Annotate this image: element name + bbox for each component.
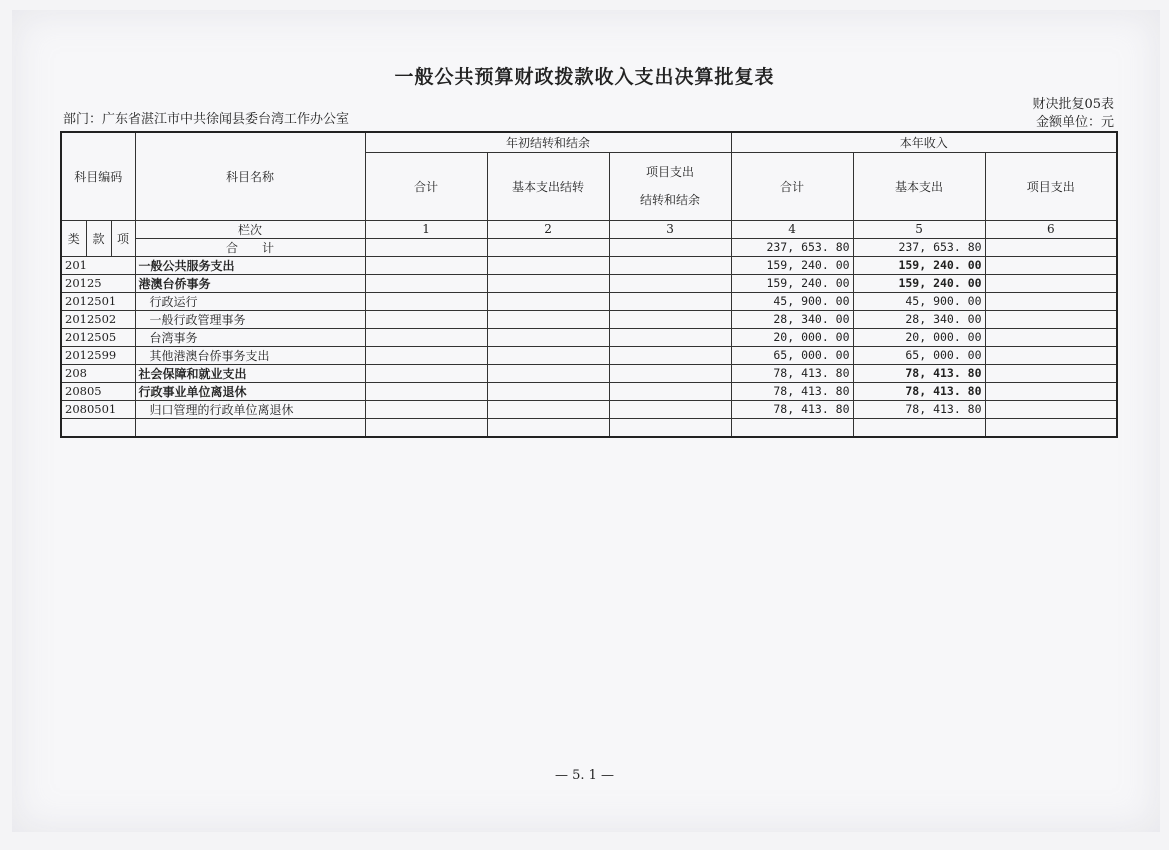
header-project-carry	[609, 152, 731, 220]
row-name: 行政事业单位离退休	[135, 382, 365, 400]
row-c4: 159, 240. 00	[731, 274, 853, 292]
header-subject-name: 科目名称	[135, 132, 365, 220]
row-c1	[365, 400, 487, 418]
row-name: 一般公共服务支出	[135, 256, 365, 274]
total-c2	[487, 238, 609, 256]
header-basic-carry: 基本支出结转	[487, 152, 609, 220]
col-index-1: 1	[365, 220, 487, 238]
row-c6	[985, 274, 1117, 292]
header-total-begin: 合计	[365, 152, 487, 220]
row-c6	[985, 256, 1117, 274]
table-row	[61, 274, 1117, 292]
row-code: 20125	[61, 274, 135, 292]
row-c2	[487, 274, 609, 292]
row-c6	[985, 346, 1117, 364]
row-c3	[609, 310, 731, 328]
row-c3	[609, 364, 731, 382]
row-code: 2012599	[61, 346, 135, 364]
table-row	[61, 346, 1117, 364]
header-xiang: 项	[111, 220, 135, 256]
row-c2	[487, 346, 609, 364]
department-label: 部门：广东省湛江市中共徐闻县委台湾工作办公室	[63, 112, 350, 127]
row-c5: 45, 900. 00	[853, 292, 985, 310]
row-c1	[365, 310, 487, 328]
row-c5: 159, 240. 00	[853, 274, 985, 292]
row-c2	[487, 256, 609, 274]
row-c5: 78, 413. 80	[853, 400, 985, 418]
row-c2	[487, 310, 609, 328]
table-row	[61, 256, 1117, 274]
form-info	[1032, 96, 1114, 132]
empty-cell	[61, 418, 135, 437]
row-c1	[365, 382, 487, 400]
col-index-6: 6	[985, 220, 1117, 238]
row-c3	[609, 400, 731, 418]
row-c3	[609, 382, 731, 400]
row-c4: 78, 413. 80	[731, 400, 853, 418]
row-c4: 20, 000. 00	[731, 328, 853, 346]
header-subject-code: 科目编码	[61, 132, 135, 220]
column-label: 栏次	[135, 220, 365, 238]
table-row	[61, 364, 1117, 382]
row-name: 其他港澳台侨事务支出	[135, 346, 365, 364]
empty-cell	[487, 418, 609, 437]
row-c5: 28, 340. 00	[853, 310, 985, 328]
row-c4: 78, 413. 80	[731, 382, 853, 400]
row-c5: 78, 413. 80	[853, 382, 985, 400]
row-c1	[365, 346, 487, 364]
row-name: 行政运行	[135, 292, 365, 310]
row-c5: 78, 413. 80	[853, 364, 985, 382]
page-title: 一般公共预算财政拨款收入支出决算批复表	[394, 66, 775, 88]
total-c6	[985, 238, 1117, 256]
table-row	[61, 382, 1117, 400]
row-name: 归口管理的行政单位离退休	[135, 400, 365, 418]
empty-cell	[609, 418, 731, 437]
empty-cell	[985, 418, 1117, 437]
col-index-5: 5	[853, 220, 985, 238]
header-kuan: 款	[86, 220, 111, 256]
row-c4: 159, 240. 00	[731, 256, 853, 274]
table-row	[61, 292, 1117, 310]
row-name: 港澳台侨事务	[135, 274, 365, 292]
row-c6	[985, 382, 1117, 400]
total-row-label: 合 计	[135, 238, 365, 256]
total-c4: 237, 653. 80	[731, 238, 853, 256]
row-code: 201	[61, 256, 135, 274]
row-name: 社会保障和就业支出	[135, 364, 365, 382]
row-code: 208	[61, 364, 135, 382]
row-c2	[487, 364, 609, 382]
row-c1	[365, 256, 487, 274]
header-project: 项目支出	[985, 152, 1117, 220]
header-project-carry-line1: 项目支出	[646, 165, 695, 179]
table-row	[61, 400, 1117, 418]
col-index-2: 2	[487, 220, 609, 238]
empty-cell	[135, 418, 365, 437]
empty-row	[61, 418, 1117, 437]
header-lei: 类	[61, 220, 86, 256]
header-total-income: 合计	[731, 152, 853, 220]
row-c5: 65, 000. 00	[853, 346, 985, 364]
total-c5: 237, 653. 80	[853, 238, 985, 256]
row-c2	[487, 292, 609, 310]
header-group-income: 本年收入	[731, 132, 1117, 152]
row-code: 2080501	[61, 400, 135, 418]
row-c4: 45, 900. 00	[731, 292, 853, 310]
row-c1	[365, 292, 487, 310]
form-number: 财决批复05表	[1032, 97, 1114, 112]
row-code: 2012502	[61, 310, 135, 328]
empty-cell	[853, 418, 985, 437]
row-name: 台湾事务	[135, 328, 365, 346]
row-c3	[609, 274, 731, 292]
total-c1	[365, 238, 487, 256]
col-index-4: 4	[731, 220, 853, 238]
row-c2	[487, 328, 609, 346]
budget-table	[60, 131, 1118, 438]
row-c1	[365, 328, 487, 346]
row-c6	[985, 292, 1117, 310]
row-c3	[609, 328, 731, 346]
header-project-carry-line2: 结转和结余	[640, 193, 701, 207]
header-basic: 基本支出	[853, 152, 985, 220]
empty-cell	[365, 418, 487, 437]
row-code: 2012505	[61, 328, 135, 346]
row-c6	[985, 328, 1117, 346]
row-c3	[609, 346, 731, 364]
row-c5: 159, 240. 00	[853, 256, 985, 274]
row-code: 20805	[61, 382, 135, 400]
row-c5: 20, 000. 00	[853, 328, 985, 346]
row-c3	[609, 292, 731, 310]
row-c6	[985, 310, 1117, 328]
row-c2	[487, 382, 609, 400]
row-c4: 28, 340. 00	[731, 310, 853, 328]
row-c6	[985, 364, 1117, 382]
table-row	[61, 328, 1117, 346]
row-c4: 78, 413. 80	[731, 364, 853, 382]
row-c6	[985, 400, 1117, 418]
row-c1	[365, 274, 487, 292]
row-c3	[609, 256, 731, 274]
row-code: 2012501	[61, 292, 135, 310]
row-name: 一般行政管理事务	[135, 310, 365, 328]
table-row	[61, 310, 1117, 328]
row-c1	[365, 364, 487, 382]
total-c3	[609, 238, 731, 256]
col-index-3: 3	[609, 220, 731, 238]
row-c4: 65, 000. 00	[731, 346, 853, 364]
row-c2	[487, 400, 609, 418]
page-number: — 5. 1 —	[554, 768, 615, 783]
empty-cell	[731, 418, 853, 437]
header-group-begin: 年初结转和结余	[365, 132, 731, 152]
amount-unit: 金额单位：元	[1035, 115, 1114, 130]
